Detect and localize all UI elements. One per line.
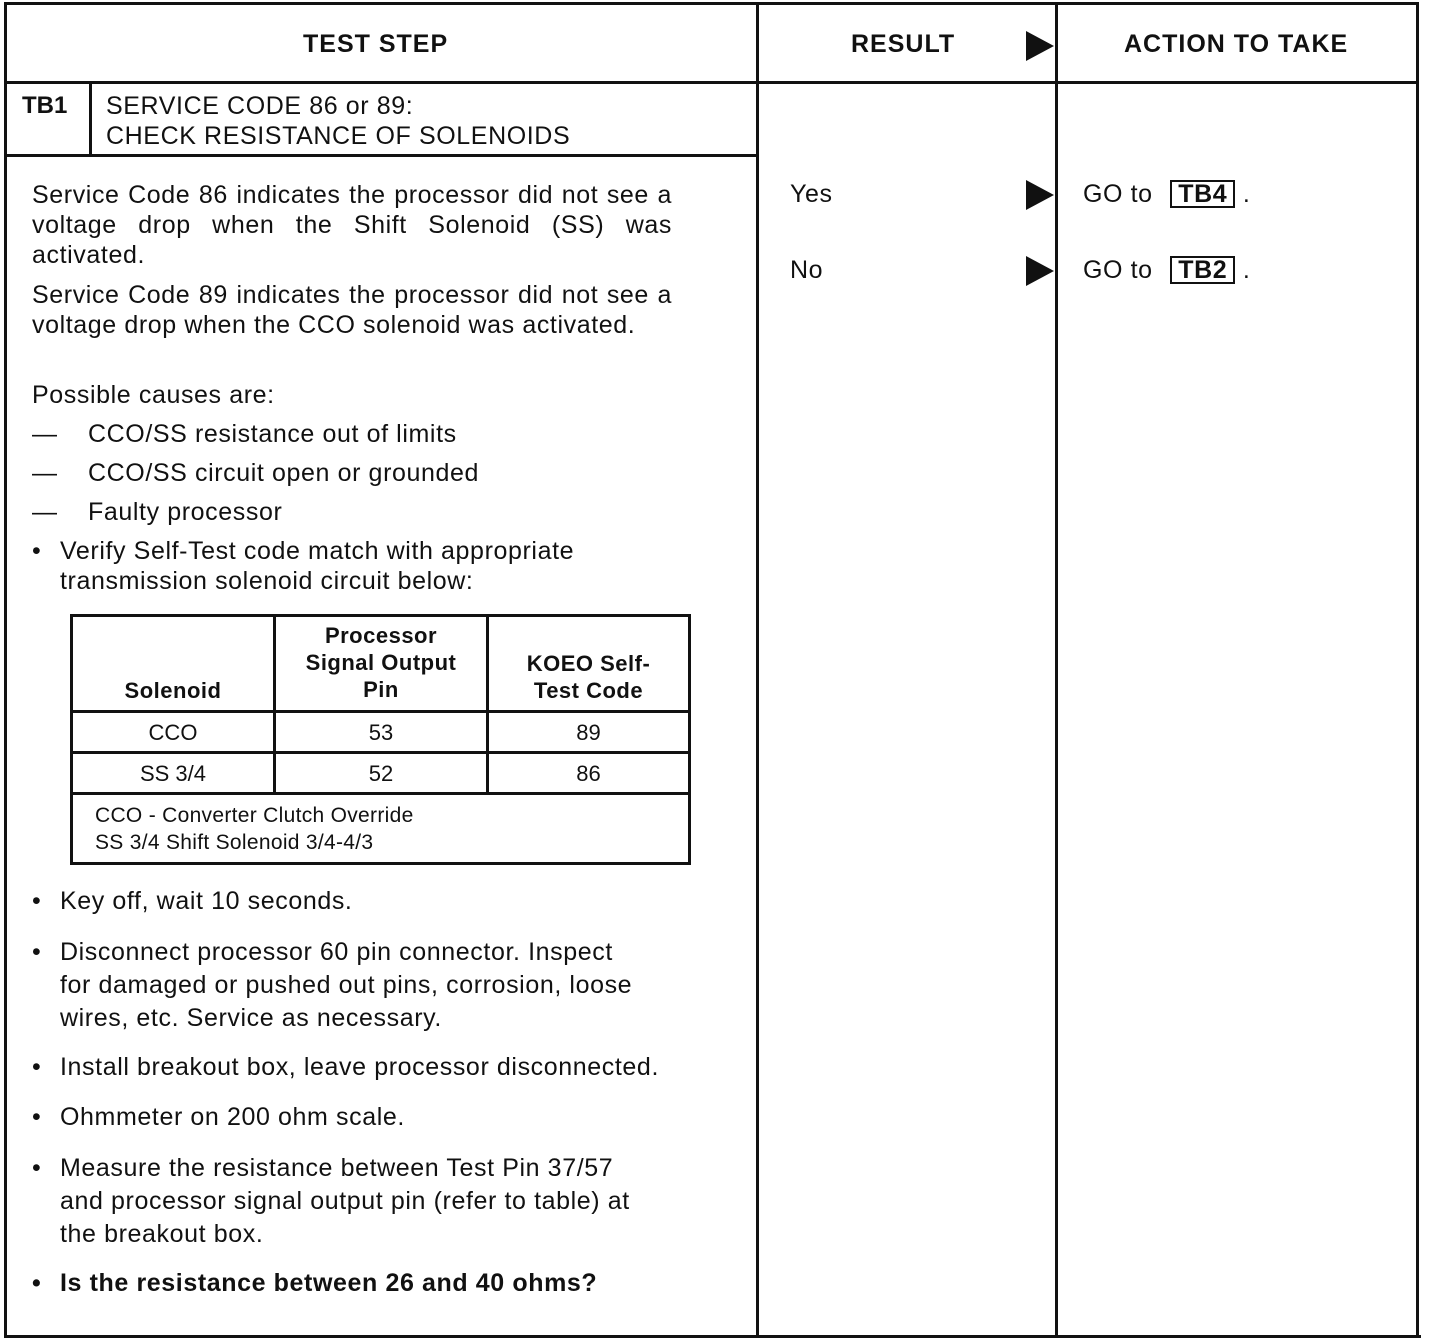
step-id: TB1	[22, 92, 68, 119]
frame-bottom	[4, 1335, 1421, 1338]
header-bottom-rule	[4, 81, 1418, 84]
cause-item: — CCO/SS circuit open or grounded	[32, 459, 480, 487]
dash-icon: —	[32, 459, 58, 487]
paragraph-possible-causes: Possible causes are:	[32, 381, 275, 409]
bullet-icon: •	[32, 887, 42, 915]
dash-icon: —	[32, 498, 58, 526]
table-header-pin: Processor Signal Output Pin	[305, 623, 457, 702]
result-yes: Yes	[790, 180, 833, 208]
goto-tb4-link[interactable]: TB4	[1170, 180, 1235, 208]
bullet-icon: •	[32, 1154, 42, 1182]
step-title-line1: SERVICE CODE 86 or 89:	[106, 92, 414, 120]
arrow-icon	[1026, 256, 1054, 286]
table-cell: 89	[576, 720, 601, 745]
table-cell: SS 3/4	[139, 761, 207, 786]
step-title	[106, 91, 570, 151]
step-id-divider	[89, 81, 92, 156]
action-no: GO to TB2 .	[1083, 256, 1251, 284]
frame-top	[4, 2, 1418, 5]
table-header-code: KOEO Self- Test Code	[526, 651, 651, 703]
frame-left	[4, 2, 7, 1338]
step-title-line2: CHECK RESISTANCE OF SOLENOIDS	[106, 122, 571, 150]
header-test-step: TEST STEP	[303, 30, 449, 58]
cause-item: — Faulty processor	[32, 498, 283, 526]
table-legend: CCO - Converter Clutch Override SS 3/4 Shift Solenoid 3/4-4/3	[95, 804, 414, 854]
header-arrow-icon	[1026, 31, 1054, 61]
arrow-icon	[1026, 180, 1054, 210]
table-cell: 53	[368, 720, 394, 745]
column-divider-2	[1055, 2, 1058, 1338]
frame-right	[1416, 2, 1419, 1338]
result-no: No	[790, 256, 824, 284]
dash-icon: —	[32, 420, 58, 448]
table-cell: CCO	[148, 720, 198, 745]
solenoid-table	[70, 614, 691, 865]
paragraph-code-86: Service Code 86 indicates the processor did not see a voltage drop when the Shift Solenoid (SS) was activated.	[32, 181, 672, 269]
step-title-rule	[4, 154, 758, 157]
table-cell: 86	[576, 761, 601, 786]
bullet-icon: •	[32, 1269, 42, 1297]
table-header-solenoid: Solenoid	[124, 678, 222, 703]
bullet-icon: •	[32, 1053, 42, 1081]
header-action: ACTION TO TAKE	[1124, 30, 1349, 58]
bullet-icon: •	[32, 938, 42, 966]
bullet-icon: •	[32, 537, 42, 565]
bullet-icon: •	[32, 1103, 42, 1131]
paragraph-code-89: Service Code 89 indicates the processor did not see a voltage drop when the CCO solenoid was activated.	[32, 281, 672, 339]
table-cell: 52	[368, 761, 394, 786]
column-divider-1	[756, 2, 759, 1338]
cause-item: — CCO/SS resistance out of limits	[32, 420, 457, 448]
goto-tb2-link[interactable]: TB2	[1170, 256, 1235, 284]
header-result: RESULT	[851, 30, 956, 58]
action-yes: GO to TB4 .	[1083, 180, 1251, 208]
